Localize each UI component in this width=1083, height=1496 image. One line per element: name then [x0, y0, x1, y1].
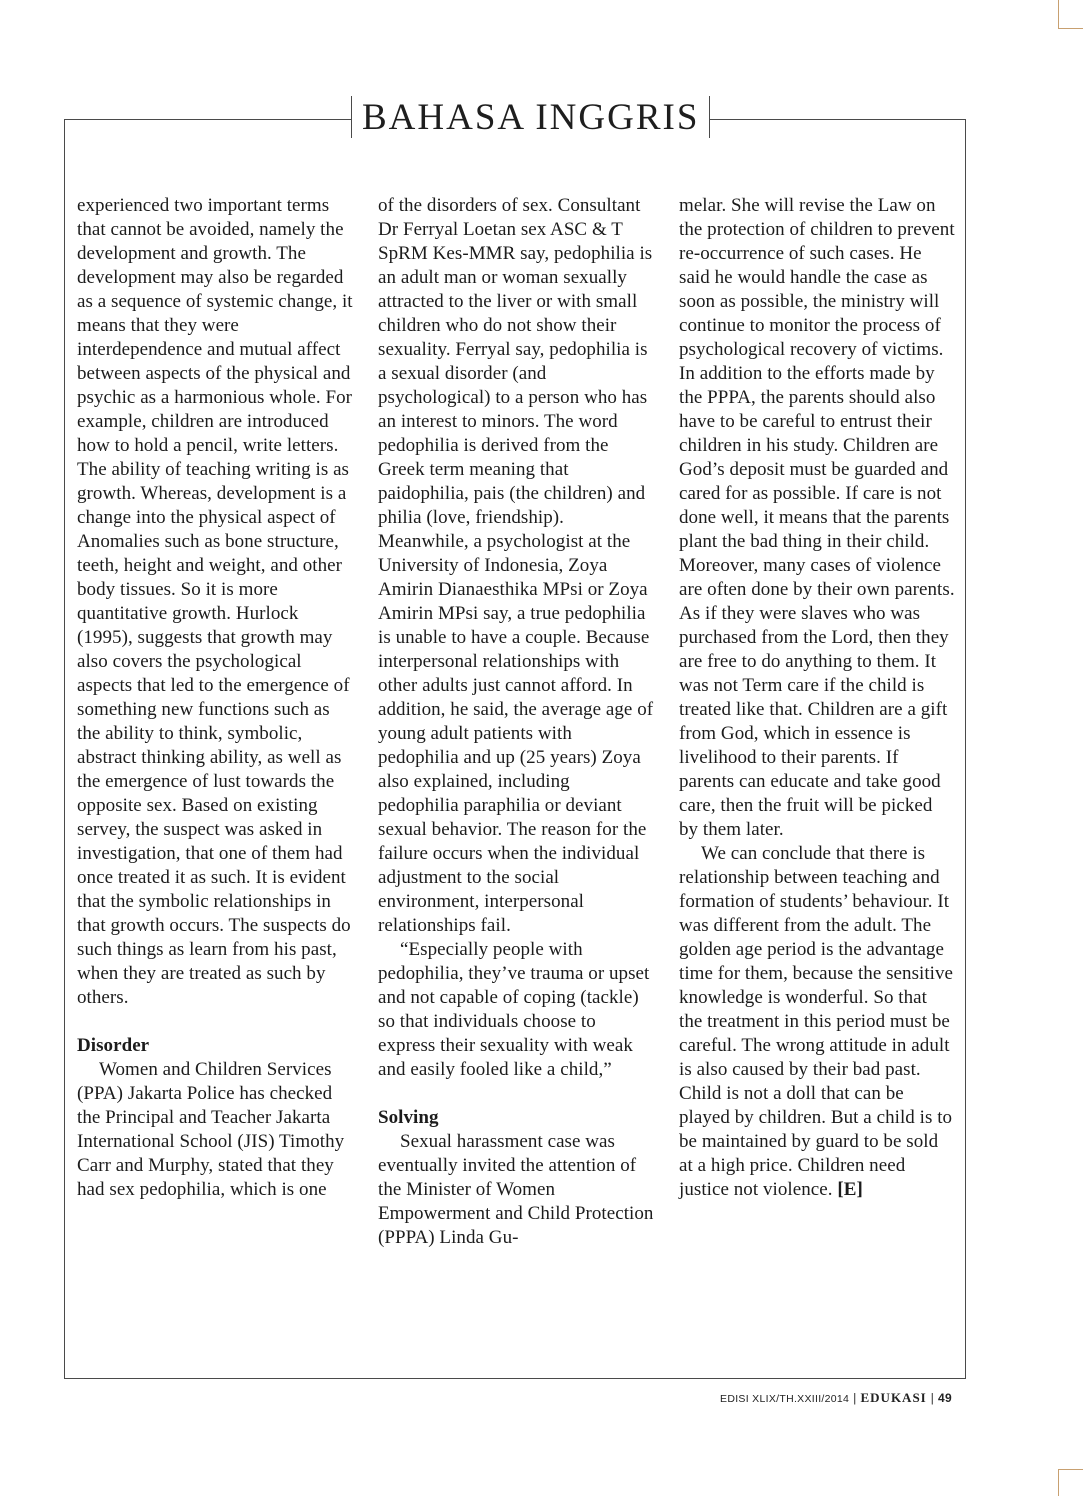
spacer [378, 1082, 654, 1106]
column1-paragraph-2: Women and Children Services (PPA) Jakarta Police has checked the Principal and Teacher Jakarta International School (JIS) Timothy Carr and Murphy, stated that they had sex pedophilia, which is one [77, 1059, 345, 1200]
edition-label: EDISI XLIX/TH.XXIII/2014 [720, 1393, 850, 1405]
footer-separator: | [853, 1393, 857, 1405]
article-column-3 [679, 194, 955, 1202]
column3-paragraph-1: melar. She will revise the Law on the protection of children to prevent re-occurrence of such cases. He said he would handle the case as soon as possible, the ministry will continue to monitor the process of psychological recovery of victims. In addition to the efforts made by the PPPA, the parents should also have to be careful to entrust their children in his study. Children are God’s deposit must be guarded and cared for as possible. If care is not done well, it means that the parents plant the bad thing in their child. Moreover, many cases of violence are often done by their own parents. As if they were slaves who was purchased from the Lord, then they are free to do anything to them. It was not Term care if the child is treated like that. Children are a gift from God, which in essence is livelihood to their parents. If parents can educate and take good care, then the fruit will be picked by them later. [679, 195, 955, 840]
footer-separator-2: | [930, 1393, 935, 1405]
spacer [77, 1010, 353, 1034]
column2-quote: “Especially people with pedophilia, they’ve trauma or upset and not capable of coping (tackle) so that individuals choose to express their sexuality with weak and easily fooled like a child,” [378, 939, 650, 1080]
page-footer [720, 1390, 952, 1406]
column3-paragraph-2 [679, 842, 955, 1202]
magazine-name: EDUKASI [860, 1390, 927, 1405]
heading-solving: Solving [378, 1107, 439, 1128]
column1-paragraph-1: experienced two important terms that cannot be avoided, namely the development and growth. The development may also be regarded as a sequence of systemic change, it means that they were interdependence and mutual affect between aspects of the physical and psychic as a harmonious whole. For example, children are introduced how to hold a pencil, write letters. The ability of teaching writing is as growth. Whereas, development is a change into the physical aspect of Anomalies such as bone structure, teeth, height and weight, and other body tissues. So it is more quantitative growth. Hurlock (1995), suggests that growth may also covers the psychological aspects that led to the emergence of something new functions such as the ability to think, symbolic, abstract thinking ability, as well as the emergence of lust towards the opposite sex. Based on existing servey, the suspect was asked in investigation, that one of them had once treated it as such. It is evident that the symbolic relationships in that growth occurs. The suspects do such things as learn from his past, when they are treated as such by others. [77, 195, 353, 1008]
page-number: 49 [938, 1391, 952, 1405]
heading-disorder: Disorder [77, 1035, 150, 1056]
column2-paragraph-3: Sexual harassment case was eventually invited the attention of the Minister of Women Empowerment and Child Protection (PPPA) Linda Gu- [378, 1131, 654, 1248]
article-column-2 [378, 194, 654, 1250]
crop-mark-bottom-right [1058, 1469, 1083, 1496]
end-mark: [E] [837, 1179, 863, 1200]
section-title: BAHASA INGGRIS [351, 96, 710, 138]
article-column-1 [77, 194, 353, 1202]
crop-mark-top-right [1058, 0, 1083, 29]
conclusion-text: We can conclude that there is relationship between teaching and formation of students’ behaviour. It was different from the adult. The golden age period is the advantage time for them, because the sensitive knowledge is wonderful. So that the treatment in this period must be careful. The wrong attitude in adult is also caused by their bad past. Child is not a doll that can be played by children. But a child is to be maintained by guard to be sold at a high price. Children need justice not violence. [679, 843, 954, 1200]
column2-paragraph-1: of the disorders of sex. Consultant Dr Ferryal Loetan sex ASC & T SpRM Kes-MMR say, pedophilia is an adult man or woman sexually attracted to the liver or with small children who do not show their sexuality. Ferryal say, pedophilia is a sexual disorder (and psychological) to a person who has an interest to minors. The word pedophilia is derived from the Greek term meaning that paidophilia, pais (the children) and philia (love, friendship). Meanwhile, a psychologist at the University of Indonesia, Zoya Amirin Dianaesthika MPsi or Zoya Amirin MPsi say, a true pedophilia is unable to have a couple. Because interpersonal relationships with other adults just cannot afford. In addition, he said, the average age of young adult patients with pedophilia and up (25 years) Zoya also explained, including pedophilia paraphilia or deviant sexual behavior. The reason for the failure occurs when the individual adjustment to the social environment, interpersonal relationships fail. [378, 195, 654, 936]
